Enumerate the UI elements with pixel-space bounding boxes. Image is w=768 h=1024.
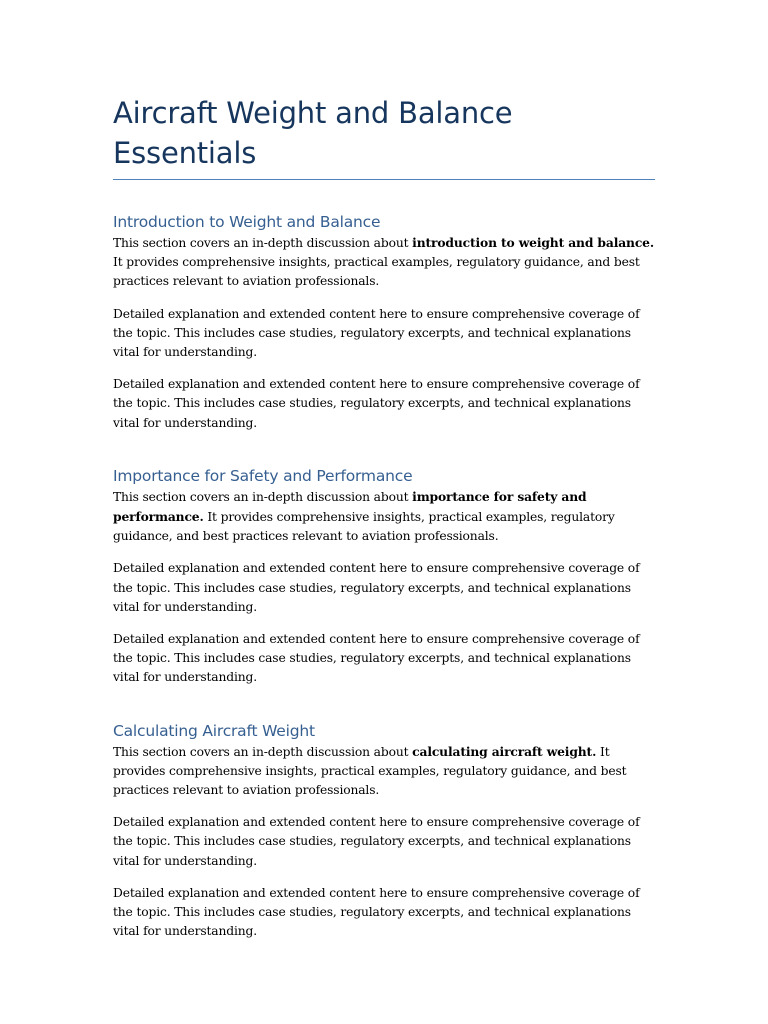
title-divider: [113, 179, 655, 180]
body-paragraph: Detailed explanation and extended content here to ensure comprehensive coverage of the topic. This includes case studies, regulatory excerpts, and technical explanations vital for understanding.: [113, 377, 640, 430]
body-paragraph: Detailed explanation and extended content here to ensure comprehensive coverage of the topic. This includes case studies, regulatory excerpts, and technical explanations vital for understanding.: [113, 632, 640, 685]
body-paragraph: Detailed explanation and extended content here to ensure comprehensive coverage of the topic. This includes case studies, regulatory excerpts, and technical explanations vital for understanding.: [113, 561, 640, 614]
intro-prefix: This section covers an in-depth discussion about: [113, 489, 413, 504]
section-calculating-weight: [113, 720, 655, 942]
section-intro-paragraph: [113, 487, 655, 547]
section-introduction: [113, 211, 655, 433]
section-intro-paragraph: [113, 233, 655, 292]
intro-prefix: This section covers an in-depth discussion about: [113, 744, 413, 759]
intro-bold-topic: introduction to weight and balance.: [412, 235, 654, 250]
body-paragraph: Detailed explanation and extended content here to ensure comprehensive coverage of the topic. This includes case studies, regulatory excerpts, and technical explanations vital for understanding.: [113, 306, 640, 360]
intro-prefix: This section covers an in-depth discussion about: [113, 236, 413, 250]
document-title: Aircraft Weight and Balance Essentials: [113, 96, 513, 170]
intro-suffix: It provides comprehensive insights, practical examples, regulatory guidance, and best practices relevant to aviation professionals.: [113, 510, 615, 544]
section-heading: Importance for Safety and Performance: [113, 466, 413, 485]
intro-bold-topic: importance for safety and performance.: [113, 488, 587, 525]
body-paragraph: Detailed explanation and extended content here to ensure comprehensive coverage of the topic. This includes case studies, regulatory excerpts, and technical explanations vital for understanding.: [113, 815, 640, 868]
section-heading: Introduction to Weight and Balance: [113, 213, 381, 231]
intro-bold-topic: calculating aircraft weight.: [412, 743, 597, 759]
section-importance: [113, 465, 655, 688]
intro-suffix: It provides comprehensive insights, practical examples, regulatory guidance, and best practices relevant to aviation professionals.: [113, 255, 640, 289]
intro-suffix: It provides comprehensive insights, practical examples, regulatory guidance, and best practices relevant to aviation professionals.: [113, 744, 627, 798]
section-intro-paragraph: [113, 742, 655, 801]
body-paragraph: Detailed explanation and extended content here to ensure comprehensive coverage of the topic. This includes case studies, regulatory excerpts, and technical explanations vital for understanding.: [113, 885, 640, 939]
section-heading: Calculating Aircraft Weight: [113, 721, 315, 740]
